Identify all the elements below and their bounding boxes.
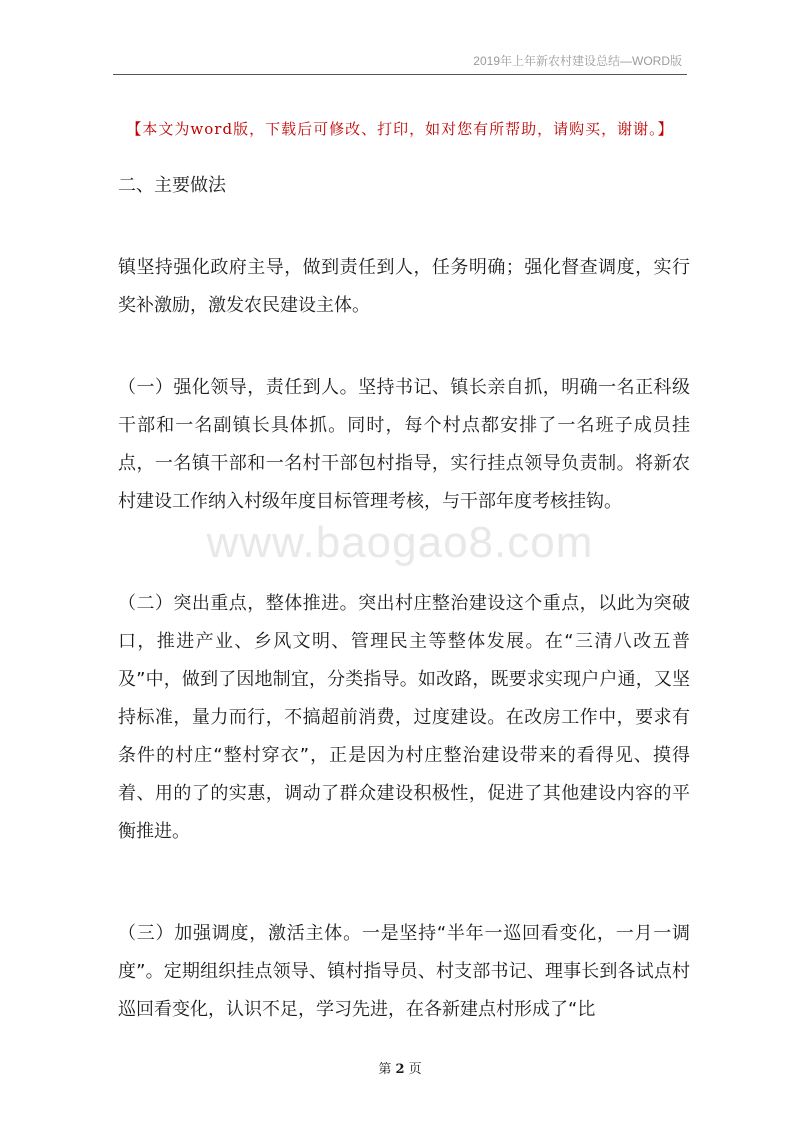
section-heading: 二、主要做法: [118, 175, 226, 196]
intro-paragraph: 镇坚持强化政府主导，做到责任到人，任务明确；强化督查调度，实行奖补激励，激发农民建设主体。: [118, 257, 690, 316]
paragraph-key-points: （二）突出重点，整体推进。突出村庄整治建设这个重点，以此为突破口，推进产业、乡风文明、管理民主等整体发展。在“三清八改五普及”中，做到了因地制宜，分类指导。如改路，既要求实现户户通，又坚持标准，量力而行，不搞超前消费，过度建设。在改房工作中，要求有条件的村庄“整村穿衣”，正是因为村庄整治建设带来的看得见、摸得着、用的了的实惠，调动了群众建设积极性，促进了其他建设内容的平衡推进。: [118, 593, 690, 842]
paragraph-scheduling: （三）加强调度，激活主体。一是坚持“半年一巡回看变化，一月一调度”。定期组织挂点领导、镇村指导员、村支部书记、理事长到各试点村巡回看变化，认识不足，学习先进，在各新建点村形成了“比: [118, 923, 690, 1020]
paragraph-leadership: （一）强化领导，责任到人。坚持书记、镇长亲自抓，明确一名正科级干部和一名副镇长具体抓。同时，每个村点都安排了一名班子成员挂点，一名镇干部和一名村干部包村指导，实行挂点领导负责制。将新农村建设工作纳入村级年度目标管理考核，与干部年度考核挂钩。: [118, 377, 690, 512]
footer-suffix: 页: [408, 1062, 422, 1077]
footer-prefix: 第: [378, 1062, 392, 1077]
watermark: www.baogao8.com: [206, 518, 594, 567]
download-notice: 【本文为word版，下载后可修改、打印，如对您有所帮助，请购买，谢谢。】: [126, 120, 674, 138]
header-divider: [113, 74, 687, 75]
page-footer: [0, 1058, 800, 1077]
page-number: 2: [395, 1062, 405, 1077]
running-header: 2019年上年新农村建设总结—WORD版: [473, 54, 682, 68]
